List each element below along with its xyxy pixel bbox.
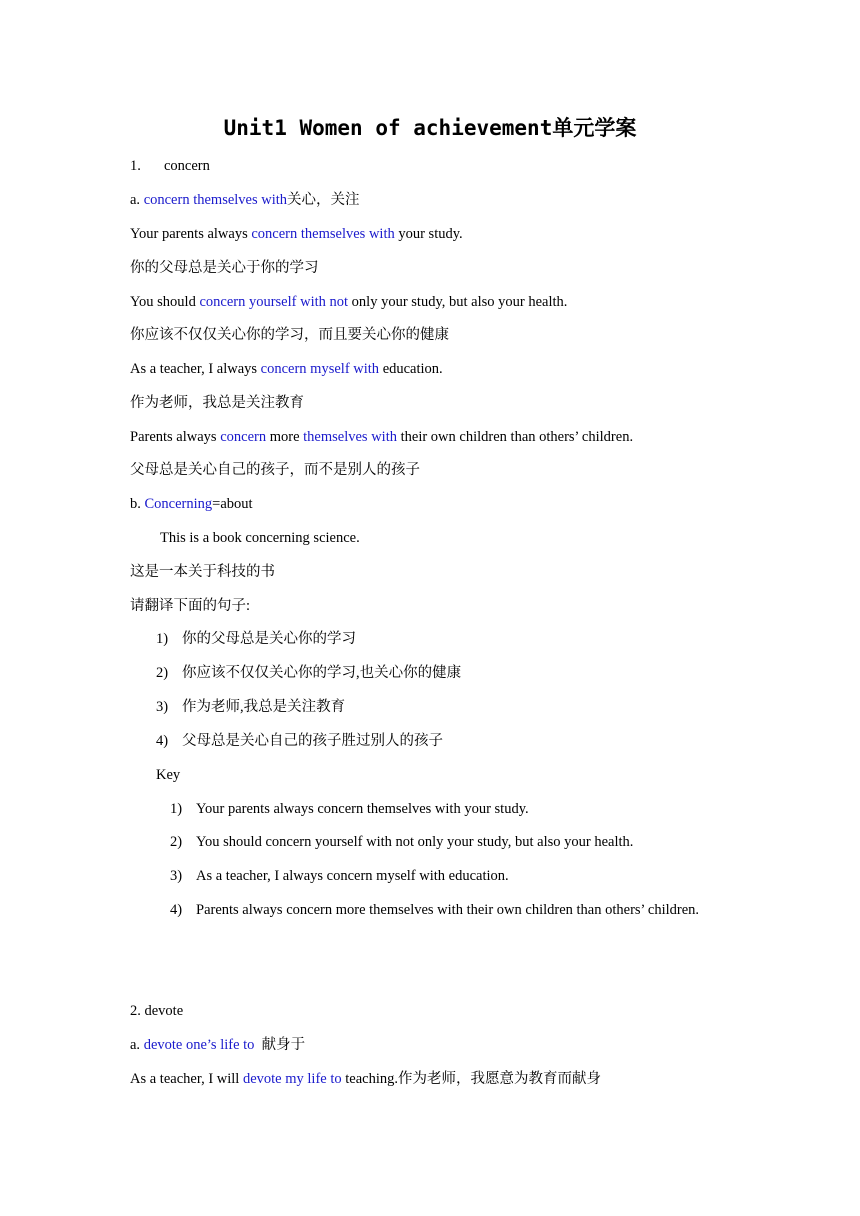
section2-a-definition bbox=[130, 1035, 305, 1055]
example-3 bbox=[130, 359, 443, 379]
example-highlight: themselves with bbox=[303, 429, 397, 445]
item-number: 1) bbox=[170, 801, 183, 817]
translate-item bbox=[156, 731, 443, 751]
item-number: 4) bbox=[170, 902, 183, 918]
item-text: As a teacher, I always concern myself with education. bbox=[196, 868, 509, 884]
b-example: This is a book concerning science. bbox=[160, 530, 360, 546]
example-2 bbox=[130, 292, 567, 312]
translate-item bbox=[156, 629, 356, 649]
example-4 bbox=[130, 427, 633, 447]
item-text: You should concern yourself with not only your study, but also your health. bbox=[196, 834, 634, 850]
section1-a-definition bbox=[130, 190, 360, 210]
translate-item bbox=[156, 663, 461, 683]
example-text: As a teacher, I will bbox=[130, 1071, 243, 1087]
example-text: teaching.作为老师，我愿意为教育而献身 bbox=[341, 1071, 601, 1087]
example-text: As a teacher, I always bbox=[130, 361, 261, 377]
b-rest: =about bbox=[212, 496, 253, 512]
b-word: Concerning bbox=[144, 496, 213, 512]
item-text: 你应该不仅仅关心你的学习,也关心你的健康 bbox=[182, 665, 462, 681]
example-text: Parents always bbox=[130, 429, 221, 445]
b-example-translation: 这是一本关于科技的书 bbox=[130, 564, 275, 580]
item-text: 作为老师,我总是关注教育 bbox=[182, 699, 346, 715]
item-text: Parents always concern more themselves with their own children than others’ children. bbox=[196, 902, 700, 918]
item-text: 你的父母总是关心你的学习 bbox=[182, 631, 356, 647]
key-label: Key bbox=[156, 767, 181, 783]
section1-number: 1. bbox=[130, 158, 141, 174]
example-highlight: concern yourself with not bbox=[199, 294, 349, 310]
example-2-translation: 你应该不仅仅关心你的学习，而且要关心你的健康 bbox=[130, 327, 449, 343]
b-label: b. bbox=[130, 496, 145, 512]
a-phrase: devote one’s life to bbox=[143, 1037, 255, 1053]
example-3-translation: 作为老师，我总是关注教育 bbox=[130, 395, 304, 411]
a-label: a. bbox=[130, 1037, 144, 1053]
key-item bbox=[170, 799, 529, 819]
example-text: their own children than others’ children. bbox=[396, 429, 634, 445]
item-text: Your parents always concern themselves with your study. bbox=[196, 801, 529, 817]
section1-heading-text: concern bbox=[164, 158, 210, 174]
example-text: your study. bbox=[394, 226, 463, 242]
example-text: education. bbox=[379, 361, 443, 377]
item-number: 2) bbox=[156, 665, 169, 681]
item-number: 3) bbox=[170, 868, 183, 884]
example-4-translation: 父母总是关心自己的孩子，而不是别人的孩子 bbox=[130, 462, 420, 478]
section1-heading bbox=[130, 156, 210, 176]
a-label: a. bbox=[130, 192, 141, 208]
a-phrase: concern themselves with bbox=[143, 192, 288, 208]
example-highlight: devote my life to bbox=[242, 1071, 342, 1087]
example-1-translation: 你的父母总是关心于你的学习 bbox=[130, 260, 319, 276]
item-number: 1) bbox=[156, 631, 169, 647]
section2-heading: 2. devote bbox=[130, 1003, 184, 1019]
a-meaning: 献身于 bbox=[254, 1037, 306, 1053]
example-text: only your study, but also your health. bbox=[348, 294, 568, 310]
key-item bbox=[170, 900, 699, 920]
document-title: Unit1 Women of achievement单元学案 bbox=[223, 116, 637, 140]
example-1 bbox=[130, 224, 463, 244]
section1-b-definition bbox=[130, 494, 253, 514]
a-meaning: 关心，关注 bbox=[287, 192, 360, 208]
example-highlight: concern myself with bbox=[260, 361, 380, 377]
translate-item bbox=[156, 697, 345, 717]
section2-example-1 bbox=[130, 1069, 601, 1089]
key-item bbox=[170, 832, 633, 852]
item-number: 3) bbox=[156, 699, 169, 715]
example-text: Your parents always bbox=[130, 226, 252, 242]
item-number: 2) bbox=[170, 834, 183, 850]
example-text: more bbox=[266, 429, 304, 445]
item-text: 父母总是关心自己的孩子胜过别人的孩子 bbox=[182, 733, 443, 749]
translate-prompt: 请翻译下面的句子: bbox=[130, 598, 251, 614]
item-number: 4) bbox=[156, 733, 169, 749]
example-text: You should bbox=[130, 294, 200, 310]
example-highlight: concern bbox=[220, 429, 267, 445]
key-item bbox=[170, 866, 509, 886]
example-highlight: concern themselves with bbox=[251, 226, 395, 242]
